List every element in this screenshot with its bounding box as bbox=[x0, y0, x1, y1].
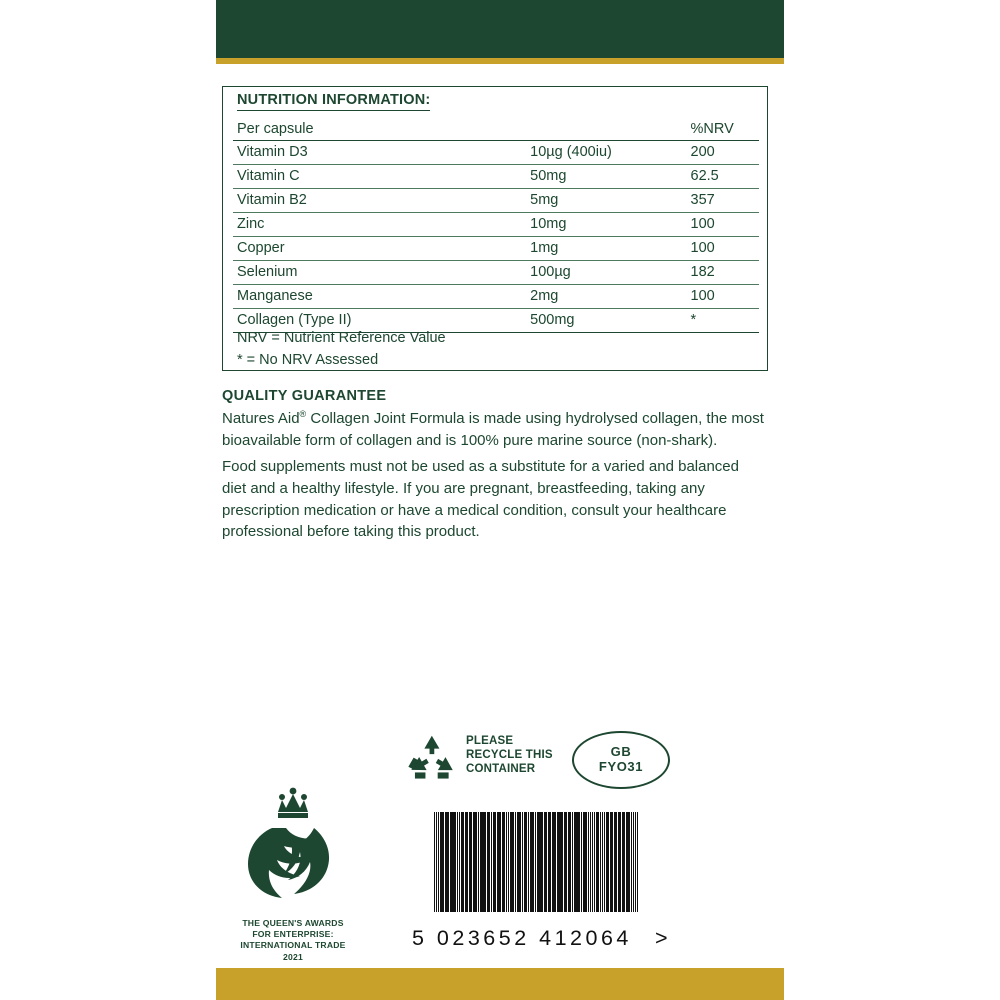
nutrient-name: Zinc bbox=[233, 212, 526, 236]
header-amount bbox=[526, 117, 686, 140]
recycle-line-2: RECYCLE THIS bbox=[466, 749, 553, 762]
table-row bbox=[233, 260, 759, 284]
award-line-4: 2021 bbox=[283, 951, 303, 962]
nutrient-name: Vitamin D3 bbox=[233, 140, 526, 164]
nutrient-name: Vitamin C bbox=[233, 164, 526, 188]
top-gold-rule bbox=[216, 58, 784, 64]
gb-line-2: FYO31 bbox=[598, 759, 644, 774]
table-row bbox=[233, 236, 759, 260]
nutrient-nrv: 100 bbox=[687, 284, 760, 308]
nutrition-footnotes bbox=[237, 327, 446, 372]
recycle-label bbox=[466, 734, 553, 776]
nutrient-name: Copper bbox=[233, 236, 526, 260]
nutrient-name: Manganese bbox=[233, 284, 526, 308]
nutrient-nrv: 100 bbox=[687, 236, 760, 260]
footnote-asterisk: * = No NRV Assessed bbox=[237, 352, 379, 369]
nutrition-information-title: NUTRITION INFORMATION: bbox=[237, 92, 430, 111]
quality-guarantee-text: Collagen Joint Formula is made using hydrolysed collagen, the most bioavailable form of collagen and is 100% pure marine source (non-shark). bbox=[222, 410, 764, 449]
quality-guarantee-body bbox=[222, 408, 767, 452]
nutrient-nrv: * bbox=[687, 308, 760, 332]
nutrient-nrv: 357 bbox=[687, 188, 760, 212]
nutrient-name: Vitamin B2 bbox=[233, 188, 526, 212]
nutrient-nrv: 62.5 bbox=[687, 164, 760, 188]
nutrient-amount: 10mg bbox=[526, 212, 686, 236]
table-row bbox=[233, 164, 759, 188]
barcode-caret: > bbox=[655, 926, 668, 950]
quality-guarantee-heading: QUALITY GUARANTEE bbox=[222, 388, 387, 404]
nutrient-amount: 1mg bbox=[526, 236, 686, 260]
nutrient-amount: 2mg bbox=[526, 284, 686, 308]
recycle-mark bbox=[404, 730, 564, 792]
table-row bbox=[233, 284, 759, 308]
award-line-1: THE QUEEN'S AWARDS bbox=[242, 918, 344, 928]
award-line-2: FOR ENTERPRISE: bbox=[252, 929, 334, 940]
table-row bbox=[233, 140, 759, 164]
table-row bbox=[233, 188, 759, 212]
nutrition-table bbox=[233, 117, 759, 333]
recycle-icon bbox=[404, 730, 460, 786]
nutrient-amount: 50mg bbox=[526, 164, 686, 188]
queens-award-icon bbox=[228, 784, 358, 916]
table-row bbox=[233, 212, 759, 236]
brand-name: Natures Aid bbox=[222, 410, 300, 427]
nutrient-amount: 10µg (400iu) bbox=[526, 140, 686, 164]
table-header-row bbox=[233, 117, 759, 140]
nutrient-nrv: 200 bbox=[687, 140, 760, 164]
gb-line-1: GB bbox=[610, 744, 632, 760]
registered-trademark-icon: ® bbox=[299, 409, 307, 419]
top-green-band bbox=[216, 0, 784, 58]
gb-licence-mark bbox=[572, 731, 670, 789]
nutrient-amount: 100µg bbox=[526, 260, 686, 284]
nutrient-name: Selenium bbox=[233, 260, 526, 284]
nutrient-nrv: 182 bbox=[687, 260, 760, 284]
nutrition-information-panel bbox=[222, 86, 768, 371]
barcode bbox=[434, 812, 666, 924]
award-line-3: INTERNATIONAL TRADE bbox=[240, 940, 346, 951]
disclaimer-text: Food supplements must not be used as a substitute for a varied and balanced diet and a healthy lifestyle. If you are pregnant, breastfeeding, taking any prescription medication or have a medical condition, consult your healthcare professional before taking this product. bbox=[222, 458, 739, 541]
recycle-line-3: CONTAINER bbox=[466, 763, 536, 776]
header-nrv: %NRV bbox=[687, 117, 760, 140]
recycle-line-1: PLEASE bbox=[466, 735, 514, 747]
nutrient-name: Collagen (Type II) bbox=[233, 308, 526, 332]
barcode-number: 5 023652 412064 bbox=[412, 926, 632, 950]
award-caption bbox=[228, 918, 358, 963]
nutrient-nrv: 100 bbox=[687, 212, 760, 236]
nutrient-amount: 500mg bbox=[526, 308, 686, 332]
bottom-gold-band bbox=[216, 968, 784, 1000]
barcode-bars bbox=[434, 812, 666, 912]
queens-award-emblem bbox=[228, 784, 358, 962]
footnote-nrv: NRV = Nutrient Reference Value bbox=[237, 330, 446, 346]
nutrient-amount: 5mg bbox=[526, 188, 686, 212]
header-per-capsule: Per capsule bbox=[233, 117, 526, 140]
